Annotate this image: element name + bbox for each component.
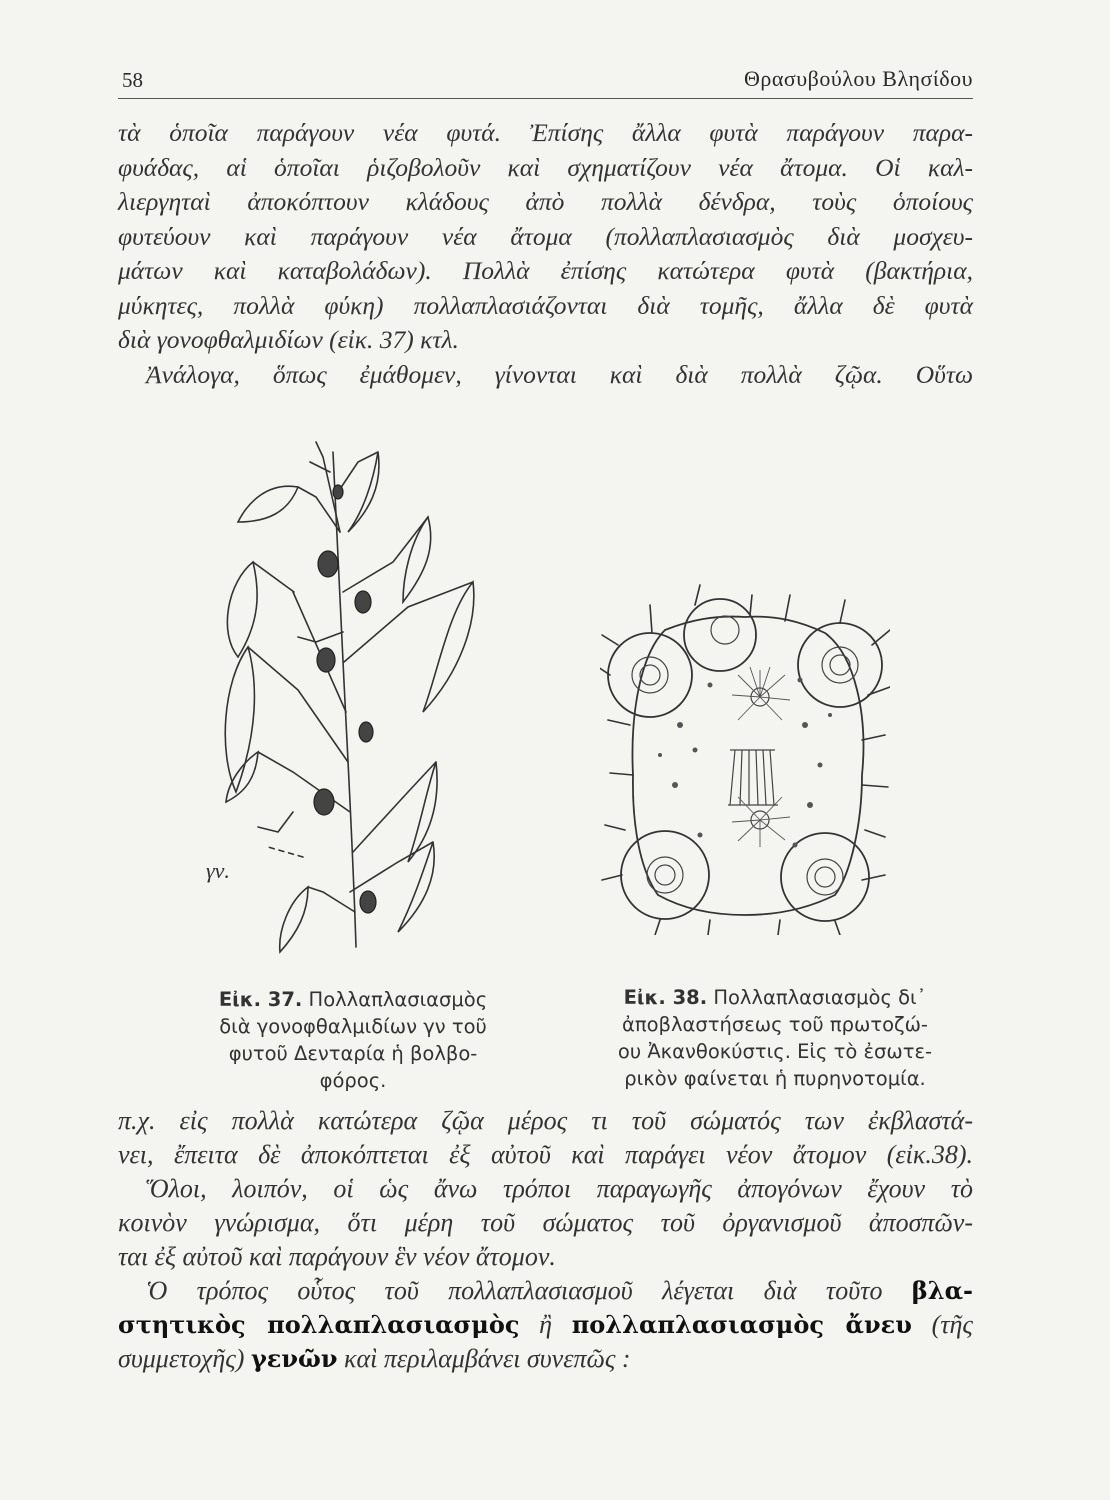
figure-38-protozoan-illustration — [600, 575, 890, 935]
text-line: διὰ γονοφθαλμιδίων (εἰκ. 37) κτλ. — [118, 325, 459, 354]
text-run: ἢ — [519, 1310, 572, 1339]
bold-term: στητικὸς πολλαπλασιασμὸς — [118, 1310, 520, 1339]
figure-37-annotation-gn: γν. — [206, 858, 230, 883]
caption-line: ου Ἀκανθοκύστις. Εἰς τὸ ἐσωτε- — [617, 1040, 933, 1063]
text-line: φυάδας, αἱ ὁποῖαι ῥιζοβολοῦν καὶ σχηματίζουν νέα ἄτομα. Οἱ καλ- — [118, 152, 973, 182]
text-run: (τῆς — [911, 1310, 973, 1339]
bold-term: πολλαπλασιασμὸς ἄνευ — [571, 1310, 912, 1339]
text-line: μάτων καὶ καταβολάδων). Πολλὰ ἐπίσης κατώτερα φυτὰ (βακτήρια, — [118, 256, 973, 285]
text-run: καὶ περιλαμβάνει συνεπῶς : — [337, 1344, 631, 1373]
running-title: Θρασυβούλου Βλησίδου — [744, 66, 973, 91]
figure-37-label: Εἰκ. 37. — [218, 988, 303, 1011]
page-header — [118, 62, 973, 98]
text-line: λιεργηταὶ ἀποκόπτουν κλάδους ἀπὸ πολλὰ δένδρα, τοὺς ὁποίους — [118, 187, 973, 216]
caption-line: διὰ γονοφθαλμιδίων γν τοῦ — [219, 1015, 487, 1038]
caption-line: φόρος. — [319, 1069, 387, 1092]
text-line: π.χ. εἰς πολλὰ κατώτερα ζῷα μέρος τι τοῦ σώματός των ἐκβλαστά- — [118, 1106, 973, 1135]
text-line: νει, ἔπειτα δὲ ἀποκόπτεται ἐξ αὐτοῦ καὶ παράγει νέον ἄτομον (εἰκ.38). — [118, 1140, 973, 1169]
caption-line: ἀποβλαστήσεως τοῦ πρωτοζώ- — [622, 1013, 928, 1036]
figure-37-plant-illustration — [198, 432, 498, 972]
caption-line: φυτοῦ Δενταρία ἡ βολβο- — [228, 1042, 478, 1065]
text-line: τὰ ὁποῖα παράγουν νέα φυτά. Ἐπίσης ἄλλα φυτὰ παράγουν παρα- — [118, 118, 973, 147]
text-line: φυτεύουν καὶ παράγουν νέα ἄτομα (πολλαπλασιασμὸς διὰ μοσχευ- — [118, 221, 973, 251]
caption-line: ρικὸν φαίνεται ἡ πυρηνοτομία. — [624, 1067, 926, 1090]
body-text-top — [118, 116, 973, 392]
header-rule — [118, 98, 973, 99]
text-line: ται ἐξ αὐτοῦ καὶ παράγουν ἓν νέον ἄτομον. — [118, 1242, 556, 1271]
page-number: 58 — [122, 68, 143, 92]
text-line: Ἀνάλογα, ὅπως ἐμάθομεν, γίνονται καὶ διὰ πολλὰ ζῷα. Οὕτω — [146, 359, 973, 389]
figure-37-caption — [168, 986, 538, 1094]
figure-38-label: Εἰκ. 38. — [623, 986, 708, 1009]
body-text-bottom — [118, 1104, 973, 1376]
bold-term: βλα- — [911, 1276, 973, 1305]
text-line: Ὅλοι, λοιπόν, οἱ ὡς ἄνω τρόποι παραγωγῆς ἀπογόνων ἔχουν τὸ — [146, 1174, 973, 1203]
figure-38-caption — [575, 984, 975, 1092]
text-run: Ὁ τρόπος οὗτος τοῦ πολλαπλασιασμοῦ λέγεται διὰ τοῦτο — [146, 1276, 912, 1305]
caption-line: Πολλαπλασιασμὸς δι᾽ — [713, 986, 927, 1009]
caption-line: Πολλαπλασιασμὸς — [308, 988, 488, 1011]
text-line: κοινὸν γνώρισμα, ὅτι μέρη τοῦ σώματος τοῦ ὀργανισμοῦ ἀποσπῶν- — [118, 1208, 973, 1237]
text-line — [118, 1342, 973, 1376]
text-line — [118, 1274, 973, 1308]
bold-term: γενῶν — [250, 1344, 338, 1373]
text-run: συμμετοχῆς) — [118, 1344, 251, 1373]
text-line: μύκητες, πολλὰ φύκη) πολλαπλασιάζονται διὰ τομῆς, ἄλλα δὲ φυτὰ — [118, 290, 973, 320]
text-line — [118, 1308, 973, 1342]
